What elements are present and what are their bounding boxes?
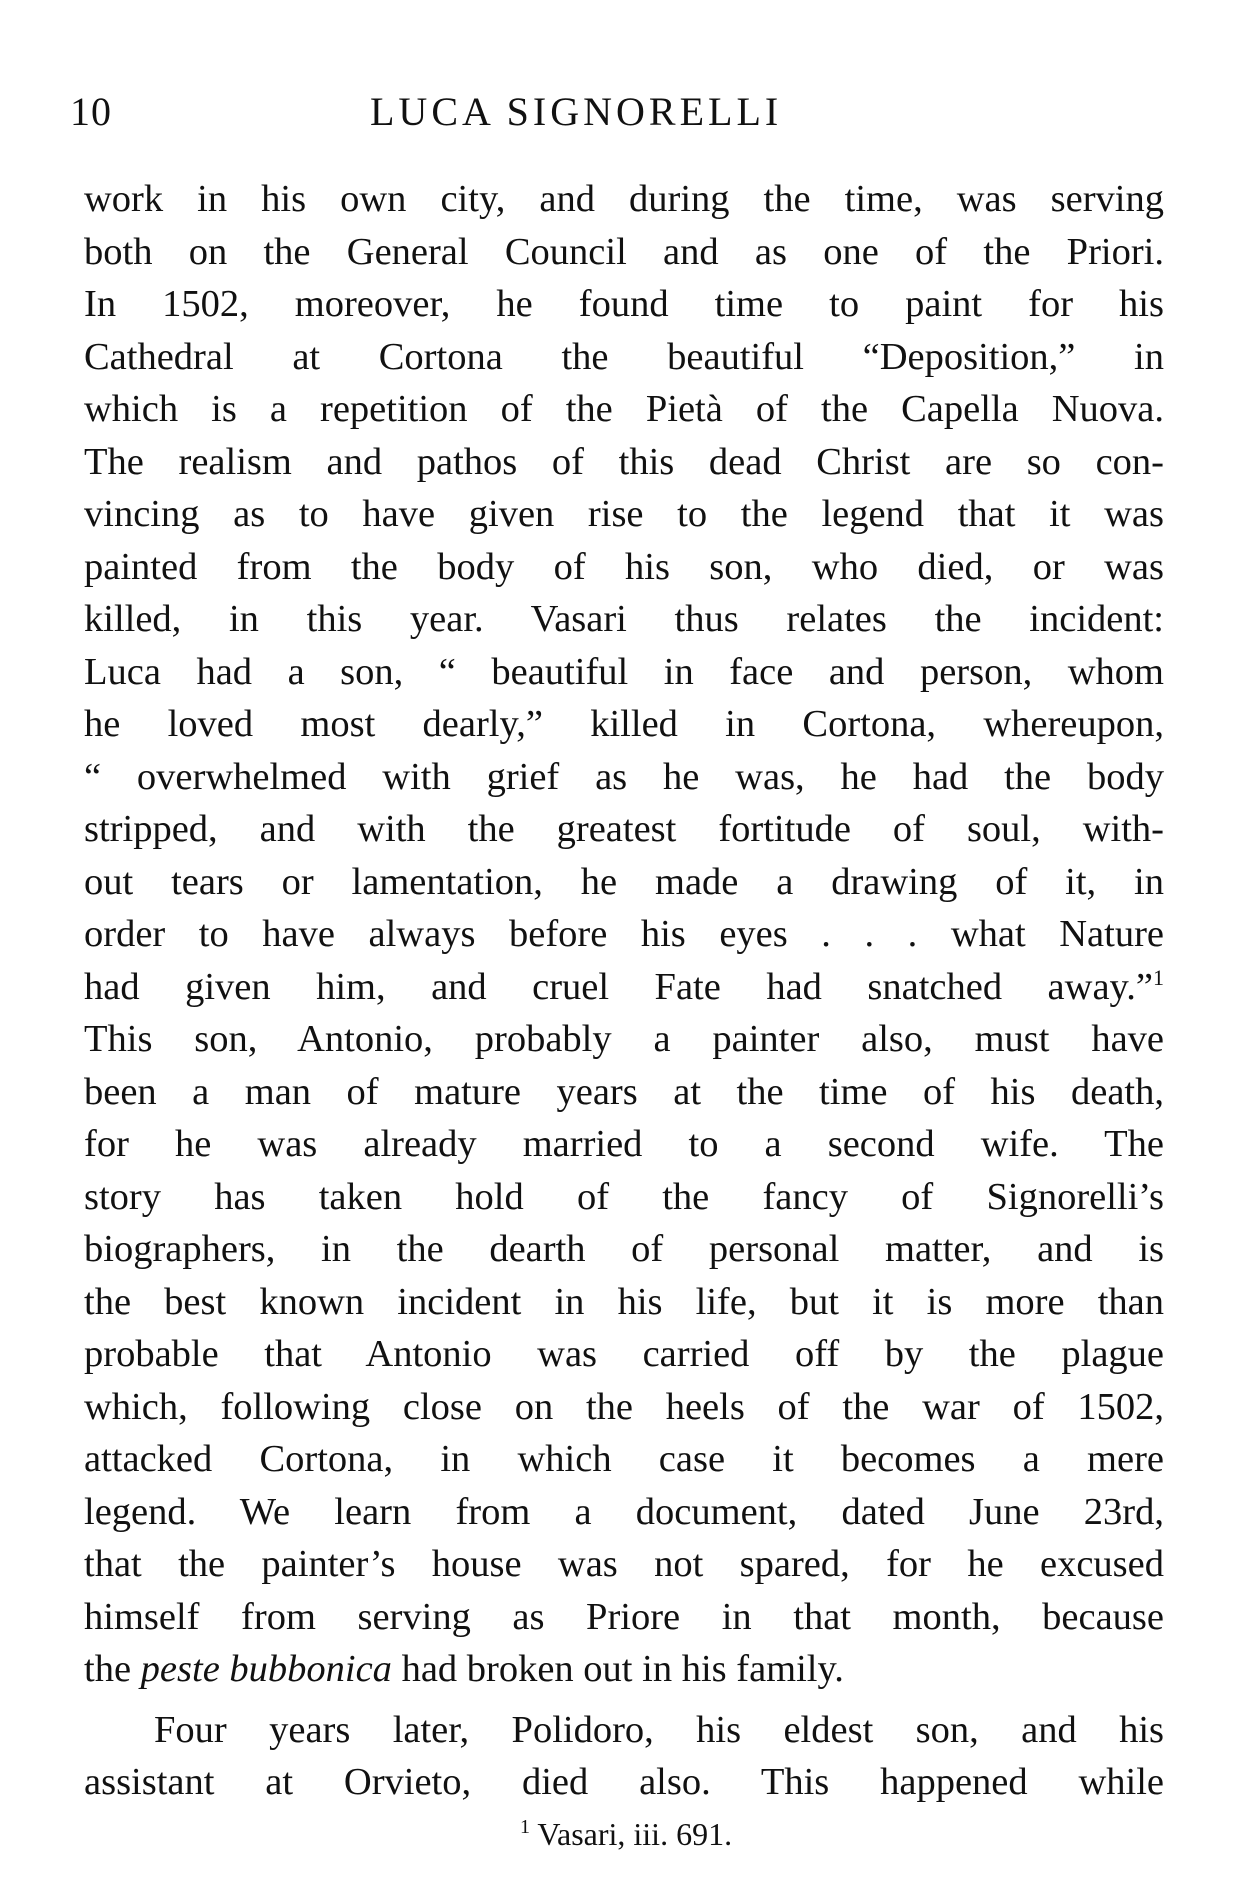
text-line: legend. We learn from a document, dated June 23rd, <box>84 1490 1164 1533</box>
text-line: himself from serving as Priore in that month, because <box>84 1595 1164 1638</box>
text-line: The realism and pathos of this dead Christ are so con- <box>84 440 1164 483</box>
italic-phrase: peste bubbonica <box>140 1648 392 1690</box>
text-line: out tears or lamentation, he made a drawing of it, in <box>84 860 1164 903</box>
text-line: “ overwhelmed with grief as he was, he had the body <box>84 755 1164 798</box>
text-line: assistant at Orvieto, died also. This happened while <box>84 1761 1164 1803</box>
text-line: In 1502, moreover, he found time to paint for his <box>84 283 1164 325</box>
text-line-final <box>84 1643 1164 1696</box>
text-line: killed, in this year. Vasari thus relates the incident: <box>84 598 1164 640</box>
text-line: painted from the body of his son, who died, or was <box>84 545 1164 588</box>
text-line: been a man of mature years at the time of his death, <box>84 1070 1164 1113</box>
text-line: attacked Cortona, in which case it becomes a mere <box>84 1438 1164 1480</box>
text-line: probable that Antonio was carried off by the plague <box>84 1333 1164 1375</box>
text-line-with-footnote-ref <box>84 961 1164 1014</box>
text-line: both on the General Council and as one of the Priori. <box>84 230 1164 273</box>
text-fragment: had broken out in his family. <box>391 1648 844 1690</box>
text-line: Luca had a son, “ beautiful in face and person, whom <box>84 650 1164 693</box>
text-fragment: the <box>84 1648 141 1690</box>
footnote-reference[interactable]: 1 <box>1153 964 1164 990</box>
text-line: which is a repetition of the Pietà of the Capella Nuova. <box>84 388 1164 430</box>
text-line: Cathedral at Cortona the beautiful “Deposition,” in <box>84 335 1164 378</box>
text-line: order to have always before his eyes . . . what Nature <box>84 913 1164 955</box>
footnote-marker: 1 <box>520 1816 530 1838</box>
text-line-content: had given him, and cruel Fate had snatched away.” <box>84 965 1153 1008</box>
text-line: Four years later, Polidoro, his eldest son, and his <box>154 1708 1164 1751</box>
paragraph-gap <box>84 1696 1164 1704</box>
text-line: biographers, in the dearth of personal matter, and is <box>84 1228 1164 1270</box>
text-line: that the painter’s house was not spared, for he excused <box>84 1543 1164 1585</box>
footnote-text: Vasari, iii. 691. <box>530 1816 733 1852</box>
paragraph-1 <box>84 173 1164 1696</box>
text-line: he loved most dearly,” killed in Cortona, whereupon, <box>84 703 1164 745</box>
footnote <box>520 1816 732 1853</box>
text-line: the best known incident in his life, but it is more than <box>84 1280 1164 1323</box>
text-line: This son, Antonio, probably a painter also, must have <box>84 1018 1164 1060</box>
page-header <box>70 88 1170 138</box>
paragraph-2 <box>84 1704 1164 1809</box>
text-line: work in his own city, and during the time, was serving <box>84 178 1164 220</box>
text-line: which, following close on the heels of the war of 1502, <box>84 1385 1164 1428</box>
body-text <box>84 173 1164 1809</box>
text-line: for he was already married to a second wife. The <box>84 1123 1164 1165</box>
running-title: LUCA SIGNORELLI <box>370 89 783 134</box>
page-number: 10 <box>70 89 112 134</box>
text-line: stripped, and with the greatest fortitude of soul, with- <box>84 808 1164 850</box>
text-line: story has taken hold of the fancy of Signorelli’s <box>84 1175 1164 1218</box>
text-line: vincing as to have given rise to the legend that it was <box>84 493 1164 535</box>
